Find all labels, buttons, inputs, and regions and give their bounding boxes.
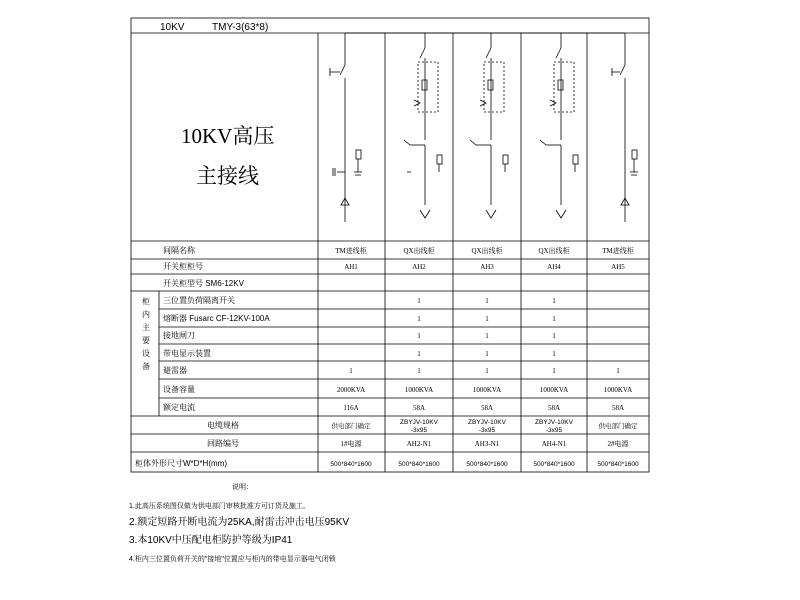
row-label-6: 带电显示装置 — [163, 349, 211, 358]
outgoing-feeder-ah3 — [470, 48, 508, 218]
cell-r11-c4: 2#电源 — [607, 440, 629, 448]
header-busbar: TMY-3(63*8) — [212, 22, 269, 33]
cell-r9-c0: 116A — [343, 404, 359, 412]
header-voltage: 10KV — [160, 22, 185, 33]
svg-text:柜: 柜 — [142, 297, 150, 306]
svg-text:主: 主 — [142, 323, 150, 332]
cell-r4-c1: 1 — [417, 315, 421, 323]
cell-r1-c2: AH3 — [480, 263, 494, 271]
row-label-0: 间隔名称 — [163, 246, 195, 255]
cell-r8-c4: 1000KVA — [603, 386, 633, 394]
cell-r12-c0: 500*840*1600 — [330, 461, 372, 468]
cell-r0-c3: QX出线柜 — [538, 247, 570, 255]
row-label-9: 额定电流 — [163, 403, 195, 412]
outgoing-feeder-ah2 — [404, 48, 442, 218]
table-grid — [131, 18, 649, 472]
cell-r1-c4: AH5 — [611, 263, 625, 271]
cell-r5-c3: 1 — [552, 332, 556, 340]
cell-r7-c2: 1 — [485, 367, 489, 375]
cell-r3-c2: 1 — [485, 297, 489, 305]
cell-r0-c4: TM进线柜 — [602, 247, 634, 255]
cell-r10-c4: 供电部门确定 — [598, 423, 638, 430]
table-cells — [330, 246, 639, 468]
cell-r1-c1: AH2 — [412, 263, 426, 271]
cell-r7-c0: 1 — [349, 367, 353, 375]
note-4: 4.柜内三位置负荷开关的"接地"位置应与柜内的带电显示器电气闭锁 — [129, 556, 336, 563]
cell-r10-c3: ZBYJV-10KV — [535, 419, 573, 426]
cell-r11-c2: AH3-N1 — [474, 440, 500, 448]
svg-text:设: 设 — [142, 349, 150, 358]
equipment-side-label — [142, 296, 150, 371]
cell-r4-c3: 1 — [552, 315, 556, 323]
row-label-12: 柜体外形尺寸W*D*H(mm) — [135, 459, 227, 468]
row-label-5: 接地闸刀 — [163, 331, 195, 340]
cell-r0-c1: QX出线柜 — [403, 247, 435, 255]
cell-r4-c2: 1 — [485, 315, 489, 323]
row-label-3: 三位置负荷隔离开关 — [163, 296, 235, 305]
cell-r10-c3: -3x95 — [545, 427, 563, 434]
note-3: 3.本10KV中压配电柜防护等级为IP41 — [129, 535, 293, 546]
row-label-1: 开关柜柜号 — [163, 262, 203, 271]
cell-r9-c2: 58A — [480, 404, 494, 412]
title-line2: 主接线 — [196, 164, 259, 188]
cell-r8-c3: 1000KVA — [539, 386, 569, 394]
cell-r7-c1: 1 — [417, 367, 421, 375]
cell-r6-c1: 1 — [417, 350, 421, 358]
row-label-7: 避雷器 — [163, 366, 187, 375]
cell-r10-c1: -3x95 — [410, 427, 428, 434]
cell-r1-c3: AH4 — [547, 263, 561, 271]
cell-r9-c3: 58A — [547, 404, 561, 412]
cell-r7-c3: 1 — [552, 367, 556, 375]
cell-r6-c3: 1 — [552, 350, 556, 358]
svg-text:备: 备 — [142, 362, 150, 371]
cell-r10-c2: ZBYJV-10KV — [468, 419, 506, 426]
cell-r0-c2: QX出线柜 — [471, 247, 503, 255]
cell-r11-c0: 1#电源 — [340, 440, 362, 448]
cell-r11-c3: AH4-N1 — [541, 440, 567, 448]
cell-r11-c1: AH2-N1 — [406, 440, 432, 448]
cell-r10-c0: 供电部门确定 — [331, 423, 371, 430]
outgoing-feeder-ah4 — [540, 48, 578, 218]
cell-r9-c1: 58A — [412, 404, 426, 412]
cell-r9-c4: 58A — [611, 404, 625, 412]
cell-r10-c1: ZBYJV-10KV — [400, 419, 438, 426]
row-label-8: 设备容量 — [163, 385, 195, 394]
row-label-11: 回路编号 — [207, 439, 239, 448]
note-1: 1.此高压系统图仅做为供电部门审核批准方可订货及施工。 — [129, 503, 310, 510]
svg-text:要: 要 — [142, 336, 150, 345]
title-line1: 10KV高压 — [181, 124, 275, 148]
busbar — [345, 33, 625, 65]
incoming-feeder-ah1 — [330, 65, 362, 222]
cell-r6-c2: 1 — [485, 350, 489, 358]
row-label-2: 开关柜型号 SM6-12KV — [163, 279, 244, 288]
cell-r12-c2: 500*840*1600 — [466, 461, 508, 468]
cell-r8-c2: 1000KVA — [472, 386, 502, 394]
cell-r12-c1: 500*840*1600 — [398, 461, 440, 468]
cell-r5-c2: 1 — [485, 332, 489, 340]
cell-r7-c4: 1 — [616, 367, 620, 375]
cell-r3-c3: 1 — [552, 297, 556, 305]
cell-r8-c0: 2000KVA — [336, 386, 366, 394]
row-label-4: 熔断器 Fusarc CF-12KV-100A — [163, 314, 270, 323]
cell-r8-c1: 1000KVA — [404, 386, 434, 394]
incoming-feeder-ah5 — [612, 65, 638, 222]
cell-r12-c4: 500*840*1600 — [597, 461, 639, 468]
note-2: 2.额定短路开断电流为25KA,耐雷击冲击电压95KV — [129, 517, 350, 528]
notes-heading: 说明： — [232, 484, 253, 491]
cell-r12-c3: 500*840*1600 — [533, 461, 575, 468]
cell-r3-c1: 1 — [417, 297, 421, 305]
cell-r1-c0: AH1 — [344, 263, 358, 271]
cell-r0-c0: TM进线柜 — [335, 247, 367, 255]
svg-text:内: 内 — [142, 310, 150, 319]
cell-r5-c1: 1 — [417, 332, 421, 340]
row-label-10: 电缆规格 — [207, 421, 239, 430]
cell-r10-c2: -3x95 — [478, 427, 496, 434]
